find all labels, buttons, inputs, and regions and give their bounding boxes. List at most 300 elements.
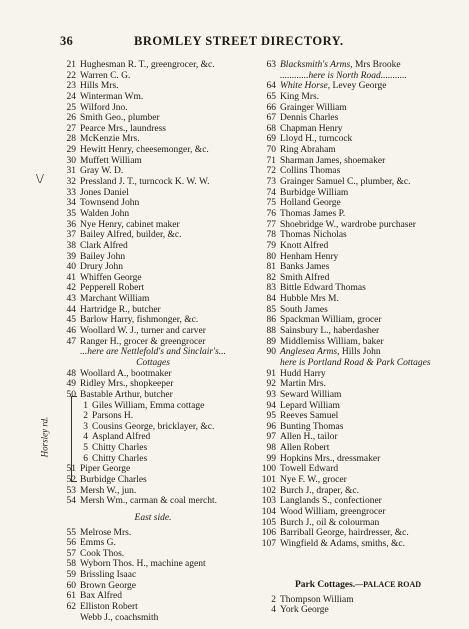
directory-entry: [252, 209, 464, 220]
occupant-text: Anglesea Arms, Hills John: [280, 347, 381, 358]
occupant-text: Warren C. G.: [80, 70, 131, 81]
house-number: 74: [266, 187, 276, 198]
house-number: 68: [266, 123, 276, 134]
directory-entry: [58, 198, 248, 209]
house-number: 27: [66, 123, 76, 134]
occupant-text: Holland George: [280, 198, 341, 209]
house-number: 56: [66, 538, 76, 549]
occupant-text: Parsons H.: [92, 411, 134, 422]
directory-entry: [58, 273, 248, 284]
occupant-text: Pearce Mrs., laundress: [80, 123, 167, 134]
directory-entry: [58, 220, 248, 231]
house-number: 40: [66, 262, 76, 273]
occupant-text: McKenzie Mrs.: [80, 134, 140, 145]
occupant-text: Ridley Mrs., shopkeeper: [80, 379, 174, 390]
directory-entry: [252, 475, 464, 486]
occupant-text: Wood William, greengrocer: [280, 506, 386, 517]
house-number: 43: [66, 294, 76, 305]
occupant-text: Dennis Charles: [280, 113, 339, 124]
house-number: 44: [66, 304, 76, 315]
directory-entry: [58, 379, 248, 390]
occupant-text: Hills Mrs.: [80, 81, 119, 92]
house-number: 85: [266, 304, 276, 315]
directory-entry: [252, 432, 464, 443]
occupant-text: Allen Robert: [280, 443, 330, 454]
directory-entry: [252, 379, 464, 390]
directory-entry: [58, 241, 248, 252]
house-number: 97: [266, 432, 276, 443]
directory-entry: [58, 591, 248, 602]
directory-entry: [58, 315, 248, 326]
occupant-text: Thomas Nicholas: [280, 230, 347, 241]
occupant-text: Cottages: [136, 357, 170, 368]
house-number: 45: [66, 315, 76, 326]
occupant-text: Hartridge R., butcher: [80, 304, 161, 315]
house-number: 78: [266, 230, 276, 241]
park-cottages-title: Park Cottages.: [294, 580, 356, 590]
house-number: 4: [271, 605, 276, 616]
occupant-text: Bunting Thomas: [280, 421, 344, 432]
occupant-text: Hewitt Henry, cheesemonger, &c.: [80, 145, 209, 156]
house-number: 84: [266, 294, 276, 305]
occupant-text: East side.: [134, 512, 172, 523]
occupant-text: Gray W. D.: [80, 166, 124, 177]
directory-entry: [252, 71, 464, 82]
directory-entry: [58, 422, 248, 433]
occupant-text: Smith Alfred: [280, 272, 330, 283]
directory-entry: [58, 337, 248, 348]
occupant-text: Nye Henry, cabinet maker: [80, 219, 180, 230]
directory-entry: [252, 422, 464, 433]
directory-entry: [58, 252, 248, 263]
house-number: 39: [66, 251, 76, 262]
occupant-text: Webb J., coachsmith: [80, 612, 159, 623]
house-number: 73: [266, 177, 276, 188]
page-title: BROMLEY STREET DIRECTORY.: [134, 34, 344, 48]
occupant-text: Knott Alfred: [280, 240, 329, 251]
house-number: 96: [266, 421, 276, 432]
house-number: 2: [271, 594, 276, 605]
directory-entry: [58, 559, 248, 570]
house-number: 36: [66, 219, 76, 230]
directory-entry: [58, 432, 248, 443]
directory-entry: [252, 92, 464, 103]
directory-entry: [58, 475, 248, 486]
directory-entry: [58, 513, 248, 524]
occupant-text: Brown George: [80, 580, 137, 591]
directory-entry: [58, 581, 248, 592]
house-number: 3: [83, 421, 88, 432]
occupant-text: Walden John: [80, 208, 130, 219]
occupant-text: Barriball George, hairdresser, &c.: [280, 528, 409, 539]
house-number: 72: [266, 166, 276, 177]
occupant-text: Towell Edward: [280, 464, 339, 475]
occupant-text: Collins Thomas: [280, 166, 341, 177]
occupant-text: Cousins George, bricklayer, &c.: [92, 421, 215, 432]
directory-entry: [252, 103, 464, 114]
house-number: 6: [83, 453, 88, 464]
occupant-text: Pepperell Robert: [80, 283, 145, 294]
house-number: 100: [261, 464, 276, 475]
house-number: 63: [266, 60, 276, 70]
occupant-text: Hopkins Mrs., dressmaker: [280, 453, 381, 464]
directory-entry: [58, 60, 248, 71]
occupant-text: Chitty Charles: [92, 443, 148, 454]
directory-entry: [252, 411, 464, 422]
house-number: 49: [66, 379, 76, 390]
directory-entry: [252, 347, 464, 358]
directory-entry: [252, 464, 464, 475]
directory-entry: [252, 273, 464, 284]
house-number: 107: [261, 538, 276, 549]
occupant-text: Bax Alfred: [80, 591, 122, 602]
house-number: 26: [66, 113, 76, 124]
occupant-text: Middlemiss William, baker: [280, 336, 384, 347]
occupant-text: Piper George: [80, 464, 131, 475]
directory-entry: [252, 262, 464, 273]
directory-entry: [58, 230, 248, 241]
occupant-text: Smith Geo., plumber: [80, 113, 160, 124]
directory-entry: [252, 507, 464, 518]
directory-entry: [58, 177, 248, 188]
directory-entry: [58, 411, 248, 422]
directory-entry: [58, 326, 248, 337]
occupant-text: Thompson William: [280, 594, 354, 605]
occupant-text: Brissling Isaac: [80, 570, 137, 581]
house-number: 55: [66, 527, 76, 538]
occupant-text: Sainsbury L., haberdasher: [280, 326, 380, 337]
occupant-text: Giles William, Emma cottage: [92, 400, 205, 411]
directory-entry: [252, 220, 464, 231]
occupant-text: Jones Daniel: [80, 187, 129, 198]
directory-entry: [252, 134, 464, 145]
occupant-text: ...here are Nettlefold's and Sinclair's...: [80, 347, 226, 358]
directory-entry: [58, 443, 248, 454]
directory-entry: [252, 390, 464, 401]
occupant-text: Allen H., tailor: [280, 432, 338, 443]
occupant-text: Barlow Harry, fishmonger, &c.: [80, 315, 199, 326]
occupant-text: Bailey Alfred, builder, &c.: [80, 230, 182, 241]
occupant-text: Shoebridge W., wardrobe purchaser: [280, 219, 416, 230]
directory-entry: [58, 283, 248, 294]
directory-entry: [252, 496, 464, 507]
directory-entry: [58, 145, 248, 156]
house-number: 54: [66, 496, 76, 507]
house-number: 76: [266, 208, 276, 219]
house-number: 51: [66, 464, 76, 475]
house-number: 79: [266, 240, 276, 251]
house-number: 30: [66, 155, 76, 166]
park-cottages-section: [252, 580, 464, 616]
house-number: 57: [66, 548, 76, 559]
house-number: 24: [66, 91, 76, 102]
occupant-text: Elliston Robert: [80, 602, 138, 613]
directory-entry: [252, 113, 464, 124]
directory-entry: [252, 177, 464, 188]
occupant-text: Grainger Samuel C., plumber, &c.: [280, 177, 411, 188]
directory-entry: [58, 454, 248, 465]
occupant-text: Emms G.: [80, 538, 116, 549]
house-number: 101: [261, 474, 276, 485]
house-number: 32: [66, 177, 76, 188]
occupant-text: Lloyd H., turncock: [280, 134, 353, 145]
house-number: 37: [66, 230, 76, 241]
house-number: 66: [266, 102, 276, 113]
house-number: 4: [83, 432, 88, 443]
house-number: 58: [66, 559, 76, 570]
directory-entry: [252, 124, 464, 135]
occupant-text: Woollard A., bootmaker: [80, 368, 172, 379]
house-number: 59: [66, 570, 76, 581]
directory-entry: [58, 347, 248, 358]
house-number: 82: [266, 272, 276, 283]
house-number: 23: [66, 81, 76, 92]
house-number: 99: [266, 453, 276, 464]
directory-entry: [252, 528, 464, 539]
directory-entry: [252, 198, 464, 209]
house-number: 33: [66, 187, 76, 198]
directory-entry: [252, 605, 464, 616]
directory-entry: [252, 241, 464, 252]
directory-entry: [252, 252, 464, 263]
occupant-text: Ring Abraham: [280, 145, 336, 156]
house-number: 31: [66, 166, 76, 177]
house-number: 41: [66, 272, 76, 283]
park-cottages-road: —PALACE ROAD: [355, 580, 421, 589]
house-number: 65: [266, 91, 276, 102]
occupant-text: Banks James: [280, 262, 330, 273]
directory-entry: [252, 454, 464, 465]
occupant-text: here is Portland Road & Park Cottages: [280, 357, 431, 368]
occupant-text: Grainger William: [280, 102, 347, 113]
occupant-text: Hudd Harry: [280, 368, 326, 379]
directory-entry: [58, 613, 248, 624]
directory-entry: [58, 156, 248, 167]
directory-entry: [252, 305, 464, 316]
directory-entry: [58, 602, 248, 613]
house-number: 86: [266, 315, 276, 326]
directory-entry: [252, 401, 464, 412]
occupant-text: Bailey John: [80, 251, 126, 262]
page-header: [0, 34, 469, 50]
occupant-text: Drury John: [80, 262, 124, 273]
park-cottages-list: [252, 595, 464, 616]
occupant-text: ............here is North Road...........: [280, 70, 407, 81]
occupant-text: Clark Alfred: [80, 240, 128, 251]
house-number: 80: [266, 251, 276, 262]
house-number: 69: [266, 134, 276, 145]
house-number: 95: [266, 411, 276, 422]
house-number: 5: [83, 443, 88, 454]
directory-entry: [58, 528, 248, 539]
margin-note: [39, 398, 70, 478]
occupant-text: Winterman Wm.: [80, 91, 144, 102]
house-number: 98: [266, 443, 276, 454]
occupant-text: Mersh W., jun.: [80, 485, 137, 496]
directory-entry: [252, 166, 464, 177]
house-number: 93: [266, 389, 276, 400]
occupant-text: Wilford Jno.: [80, 102, 128, 113]
occupant-text: Langlands S., confectioner: [280, 496, 382, 507]
directory-entry: [58, 71, 248, 82]
directory-entry: [58, 209, 248, 220]
occupant-text: Muffett William: [80, 155, 142, 166]
occupant-text: Whiffen George: [80, 272, 142, 283]
house-number: 71: [266, 155, 276, 166]
directory-entry: [252, 595, 464, 606]
occupant-text: Townsend John: [80, 198, 140, 209]
house-number: 38: [66, 240, 76, 251]
house-number: 62: [66, 602, 76, 613]
house-number: 42: [66, 283, 76, 294]
occupant-text: Woollard W. J., turner and carver: [80, 326, 206, 337]
directory-entry: [58, 486, 248, 497]
directory-entry: [58, 538, 248, 549]
occupant-text: York George: [280, 605, 329, 616]
directory-entry: [58, 166, 248, 177]
occupant-text: Chapman Henry: [280, 123, 343, 134]
house-number: 102: [261, 485, 276, 496]
house-number: 106: [261, 528, 276, 539]
occupant-text: Blacksmith's Arms, Mrs Brooke: [280, 60, 401, 70]
house-number: 81: [266, 262, 276, 273]
directory-entry: [58, 262, 248, 273]
directory-entry: [58, 305, 248, 316]
directory-entry: [58, 496, 248, 507]
directory-entry: [58, 134, 248, 145]
occupant-text: Melrose Mrs.: [80, 527, 132, 538]
occupant-text: Cook Thos.: [80, 548, 125, 559]
occupant-text: Hughesman R. T., greengrocer, &c.: [80, 60, 215, 70]
right-column: [252, 60, 464, 549]
house-number: 47: [66, 336, 76, 347]
occupant-text: Reeves Samuel: [280, 411, 339, 422]
occupant-text: Marchant William: [80, 294, 150, 305]
house-number: 92: [266, 379, 276, 390]
house-number: 88: [266, 326, 276, 337]
house-number: 70: [266, 145, 276, 156]
directory-entry: [58, 390, 248, 401]
occupant-text: Lepard William: [280, 400, 340, 411]
house-number: 90: [266, 347, 276, 358]
house-number: 48: [66, 368, 76, 379]
directory-entry: [58, 294, 248, 305]
occupant-text: Wingfield & Adams, smiths, &c.: [280, 538, 405, 549]
directory-entry: [58, 124, 248, 135]
house-number: 89: [266, 336, 276, 347]
directory-entry: [58, 81, 248, 92]
directory-entry: [252, 315, 464, 326]
occupant-text: Seward William: [280, 389, 342, 400]
occupant-text: Thomas James P.: [280, 208, 346, 219]
directory-entry: [252, 326, 464, 337]
directory-entry: [58, 113, 248, 124]
house-number: 104: [261, 506, 276, 517]
directory-entry: [58, 401, 248, 412]
directory-entry: [252, 539, 464, 550]
occupant-text: Burch J., oil & colourman: [280, 517, 380, 528]
house-number: 25: [66, 102, 76, 113]
house-number: 64: [266, 81, 276, 92]
directory-entry: [252, 369, 464, 380]
occupant-text: Bastable Arthur, butcher: [80, 389, 173, 400]
house-number: 83: [266, 283, 276, 294]
directory-entry: [252, 283, 464, 294]
directory-entry: [252, 188, 464, 199]
house-number: 29: [66, 145, 76, 156]
margin-note-text: Horsley rd.: [39, 416, 50, 458]
occupant-text: King Mrs.: [280, 91, 320, 102]
house-number: 46: [66, 326, 76, 337]
occupant-text: Hubble Mrs M.: [280, 294, 339, 305]
house-number: 94: [266, 400, 276, 411]
directory-entry: [252, 60, 464, 71]
directory-entry: [252, 486, 464, 497]
occupant-text: Spackman William, grocer: [280, 315, 382, 326]
directory-entry: [58, 369, 248, 380]
directory-entry: [58, 188, 248, 199]
directory-entry: [58, 464, 248, 475]
house-number: 103: [261, 496, 276, 507]
occupant-text: Burbidge William: [280, 187, 349, 198]
page-number: 36: [60, 34, 74, 48]
occupant-text: Mersh Wm., carman & coal mercht.: [80, 496, 217, 507]
occupant-text: Henham Henry: [280, 251, 339, 262]
directory-entry: [252, 230, 464, 241]
house-number: 1: [83, 400, 88, 411]
house-number: 77: [266, 219, 276, 230]
occupant-text: Aspland Alfred: [92, 432, 151, 443]
house-number: 67: [266, 113, 276, 124]
occupant-text: Pressland J. T., turncock K. W. W.: [80, 177, 210, 188]
occupant-text: Chitty Charles: [92, 453, 148, 464]
directory-entry: [252, 294, 464, 305]
occupant-text: South James: [280, 304, 328, 315]
margin-pencil-mark: \/: [36, 172, 44, 187]
occupant-text: Martin Mrs.: [280, 379, 326, 390]
house-number: 22: [66, 70, 76, 81]
occupant-text: Sharman James, shoemaker: [280, 155, 386, 166]
occupant-text: White Horse, Levey George: [280, 81, 387, 92]
directory-entry: [58, 549, 248, 560]
occupant-text: Burbidge Charles: [80, 474, 147, 485]
bracket-line: [71, 396, 77, 482]
house-number: 2: [83, 411, 88, 422]
house-number: 105: [261, 517, 276, 528]
directory-entry: [252, 81, 464, 92]
house-number: 53: [66, 485, 76, 496]
left-column: [58, 60, 248, 623]
directory-entry: [252, 156, 464, 167]
house-number: 60: [66, 580, 76, 591]
occupant-text: Burch J., draper, &c.: [280, 485, 360, 496]
directory-entry: [58, 358, 248, 369]
directory-entry: [252, 145, 464, 156]
occupant-text: Nye F. W., grocer: [280, 474, 347, 485]
occupant-text: Ranger H., grocer & greengrocer: [80, 336, 206, 347]
house-number: 21: [66, 60, 76, 70]
house-number: 50: [66, 389, 76, 400]
occupant-text: Bittle Edward Thomas: [280, 283, 366, 294]
directory-entry: [252, 443, 464, 454]
house-number: 91: [266, 368, 276, 379]
house-number: 75: [266, 198, 276, 209]
park-cottages-heading: [252, 580, 464, 591]
house-number: 35: [66, 208, 76, 219]
directory-entry: [252, 337, 464, 348]
house-number: 28: [66, 134, 76, 145]
directory-entry: [58, 103, 248, 114]
